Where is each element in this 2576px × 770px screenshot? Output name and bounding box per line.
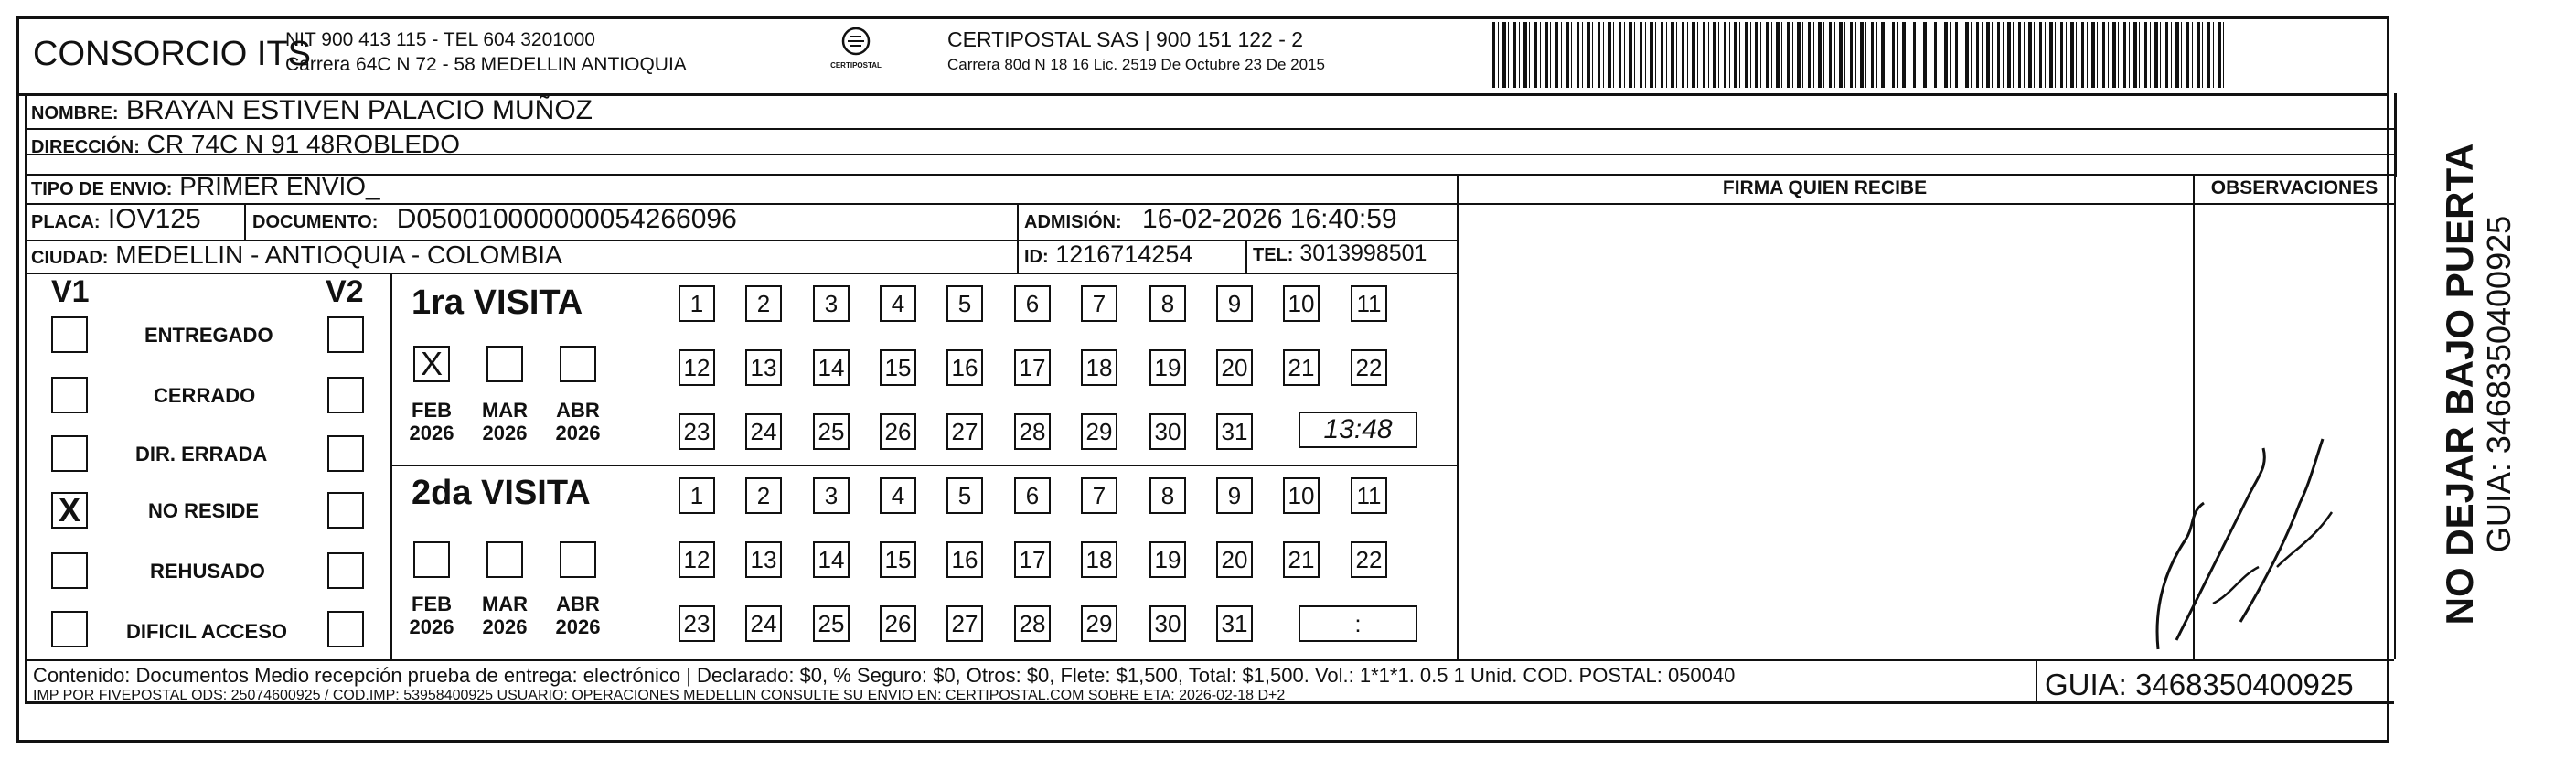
visit1-day-box[interactable]: 17: [1014, 349, 1051, 386]
visit2-month-feb: FEB 2026: [409, 593, 454, 638]
firma-header: FIRMA QUIEN RECIBE: [1722, 177, 1928, 198]
v2-checkbox-dificil-acceso[interactable]: [327, 611, 364, 647]
v1-checkbox-rehusado[interactable]: [51, 552, 88, 589]
tel-field: TEL: 3013998501: [1253, 241, 1427, 266]
visit1-day-box[interactable]: 24: [745, 413, 782, 450]
nombre-field: NOMBRE: BRAYAN ESTIVEN PALACIO MUÑOZ: [31, 95, 593, 125]
visit2-month-abr-box[interactable]: [560, 541, 596, 578]
status-label-no-reside: NO RESIDE: [148, 499, 260, 522]
visit2-day-box[interactable]: 15: [880, 541, 916, 578]
visit2-day-box[interactable]: 31: [1216, 605, 1253, 642]
visit2-day-box[interactable]: 3: [813, 477, 850, 514]
visit2-title: 2da VISITA: [412, 474, 591, 512]
v1-checkbox-no-reside[interactable]: X: [51, 492, 88, 529]
visit2-day-box[interactable]: 19: [1149, 541, 1186, 578]
visit2-day-box[interactable]: 21: [1283, 541, 1320, 578]
visit2-day-box[interactable]: 25: [813, 605, 850, 642]
visit1-day-box[interactable]: 2: [745, 285, 782, 322]
visit1-day-box[interactable]: 7: [1081, 285, 1117, 322]
v1-header: V1: [51, 274, 90, 309]
visit1-day-box[interactable]: 28: [1014, 413, 1051, 450]
visit2-month-feb-box[interactable]: [413, 541, 450, 578]
visit1-day-box[interactable]: 12: [679, 349, 715, 386]
visit1-day-box[interactable]: 21: [1283, 349, 1320, 386]
visit1-day-box[interactable]: 6: [1014, 285, 1051, 322]
v2-checkbox-no-reside[interactable]: [327, 492, 364, 529]
visit2-day-box[interactable]: 8: [1149, 477, 1186, 514]
visit2-day-box[interactable]: 5: [946, 477, 983, 514]
visit1-day-box[interactable]: 9: [1216, 285, 1253, 322]
visit1-day-box[interactable]: 20: [1216, 349, 1253, 386]
visit2-day-box[interactable]: 9: [1216, 477, 1253, 514]
company-info: NIT 900 413 115 - TEL 604 3201000 Carrera 64C N 72 - 58 MEDELLIN ANTIOQUIA: [285, 29, 687, 75]
visit1-title: 1ra VISITA: [412, 283, 583, 322]
visit2-day-box[interactable]: 4: [880, 477, 916, 514]
observaciones-header: OBSERVACIONES: [2210, 177, 2378, 198]
status-label-cerrado: CERRADO: [154, 384, 256, 407]
visit2-day-box[interactable]: 29: [1081, 605, 1117, 642]
logo-icon: [840, 26, 871, 57]
v2-checkbox-entregado[interactable]: [327, 316, 364, 353]
barcode: [1492, 22, 2224, 88]
visit2-month-mar-box[interactable]: [486, 541, 523, 578]
footer-content: Contenido: Documentos Medio recepción prueba de entrega: electrónico | Declarado: $0, % Seguro: $0, Otros: $0, Flete: $1,500, Total: $1,500. Vol.: 1*1*1. 0.5 1 Unid. COD. POSTAL: 050040: [33, 664, 1736, 687]
ciudad-field: CIUDAD: MEDELLIN - ANTIOQUIA - COLOMBIA: [31, 241, 562, 269]
visit1-day-box[interactable]: 31: [1216, 413, 1253, 450]
visit1-month-abr: ABR 2026: [555, 399, 601, 444]
direccion-field: DIRECCIÓN: CR 74C N 91 48ROBLEDO: [31, 130, 461, 158]
visit2-day-box[interactable]: 16: [946, 541, 983, 578]
visit1-month-mar-box[interactable]: [486, 346, 523, 382]
visit1-day-box[interactable]: 29: [1081, 413, 1117, 450]
visit2-day-box[interactable]: 17: [1014, 541, 1051, 578]
visit2-day-box[interactable]: 27: [946, 605, 983, 642]
visit2-day-box[interactable]: 30: [1149, 605, 1186, 642]
footer-guia: GUIA: 3468350400925: [2045, 668, 2354, 701]
footer-imp: IMP POR FIVEPOSTAL ODS: 25074600925 / COD.IMP: 53958400925 USUARIO: OPERACIONES MEDELLIN CONSULTE SU ENVIO EN: CERTIPOSTAL.COM SOBRE ETA: 2026-02-18 D+2: [33, 688, 1286, 703]
visit2-day-box[interactable]: 26: [880, 605, 916, 642]
visit2-month-mar: MAR 2026: [481, 593, 529, 638]
visit2-day-box[interactable]: 1: [679, 477, 715, 514]
v2-checkbox-dir-errada[interactable]: [327, 435, 364, 472]
v2-checkbox-cerrado[interactable]: [327, 377, 364, 413]
visit1-day-box[interactable]: 8: [1149, 285, 1186, 322]
v1-checkbox-entregado[interactable]: [51, 316, 88, 353]
visit1-day-box[interactable]: 30: [1149, 413, 1186, 450]
visit1-day-box[interactable]: 15: [880, 349, 916, 386]
visit1-time-box[interactable]: 13:48: [1299, 412, 1417, 448]
visit1-month-mar: MAR 2026: [481, 399, 529, 444]
visit1-day-box[interactable]: 5: [946, 285, 983, 322]
visit1-day-box[interactable]: 19: [1149, 349, 1186, 386]
visit1-month-feb-box[interactable]: X: [413, 346, 450, 382]
visit1-day-box[interactable]: 13: [745, 349, 782, 386]
visit2-day-box[interactable]: 11: [1351, 477, 1387, 514]
visit2-time-box[interactable]: :: [1299, 605, 1417, 642]
status-label-dificil-acceso: DIFICIL ACCESO: [126, 620, 288, 643]
admision-field: ADMISIÓN: 16-02-2026 16:40:59: [1024, 204, 1397, 234]
visit2-day-box[interactable]: 28: [1014, 605, 1051, 642]
visit2-day-box[interactable]: 2: [745, 477, 782, 514]
visit2-day-box[interactable]: 14: [813, 541, 850, 578]
visit1-month-feb: FEB 2026: [409, 399, 454, 444]
visit2-day-box[interactable]: 7: [1081, 477, 1117, 514]
visit1-day-box[interactable]: 11: [1351, 285, 1387, 322]
visit1-day-box[interactable]: 23: [679, 413, 715, 450]
placa-field: PLACA: IOV125: [31, 204, 201, 234]
company-name: CONSORCIO ITS: [33, 35, 312, 73]
visit2-day-box[interactable]: 18: [1081, 541, 1117, 578]
v1-checkbox-dificil-acceso[interactable]: [51, 611, 88, 647]
v1-checkbox-cerrado[interactable]: [51, 377, 88, 413]
visit1-day-box[interactable]: 4: [880, 285, 916, 322]
handwritten-signature: [2103, 384, 2378, 658]
status-label-entregado: ENTREGADO: [144, 324, 273, 347]
status-label-dir-errada: DIR. ERRADA: [135, 443, 268, 465]
visit2-day-box[interactable]: 13: [745, 541, 782, 578]
visit2-day-box[interactable]: 23: [679, 605, 715, 642]
v2-header: V2: [326, 274, 364, 309]
visit1-day-box[interactable]: 3: [813, 285, 850, 322]
visit2-day-box[interactable]: 6: [1014, 477, 1051, 514]
visit2-day-box[interactable]: 20: [1216, 541, 1253, 578]
visit2-day-box[interactable]: 22: [1351, 541, 1387, 578]
visit1-day-box[interactable]: 25: [813, 413, 850, 450]
visit1-month-abr-box[interactable]: [560, 346, 596, 382]
visit1-day-box[interactable]: 1: [679, 285, 715, 322]
visit1-day-box[interactable]: 27: [946, 413, 983, 450]
visit1-day-box[interactable]: 14: [813, 349, 850, 386]
visit2-month-abr: ABR 2026: [555, 593, 601, 638]
status-label-rehusado: REHUSADO: [150, 560, 265, 583]
visit1-day-box[interactable]: 22: [1351, 349, 1387, 386]
visit1-day-box[interactable]: 16: [946, 349, 983, 386]
v1-checkbox-dir-errada[interactable]: [51, 435, 88, 472]
visit1-day-box[interactable]: 10: [1283, 285, 1320, 322]
visit2-day-box[interactable]: 12: [679, 541, 715, 578]
tipo-field: TIPO DE ENVIO: PRIMER ENVIO_: [31, 172, 380, 200]
visit2-day-box[interactable]: 24: [745, 605, 782, 642]
visit2-day-box[interactable]: 10: [1283, 477, 1320, 514]
visit1-day-box[interactable]: 26: [880, 413, 916, 450]
v2-checkbox-rehusado[interactable]: [327, 552, 364, 589]
certipostal-logo: CERTIPOSTAL: [828, 26, 883, 70]
documento-field: DOCUMENTO: D050010000000054266096: [252, 204, 737, 234]
visit1-day-box[interactable]: 18: [1081, 349, 1117, 386]
id-field: ID: 1216714254: [1024, 241, 1193, 268]
carrier-info: CERTIPOSTAL SAS | 900 151 122 - 2 Carrera 80d N 18 16 Lic. 2519 De Octubre 23 De 2015: [947, 27, 1325, 73]
